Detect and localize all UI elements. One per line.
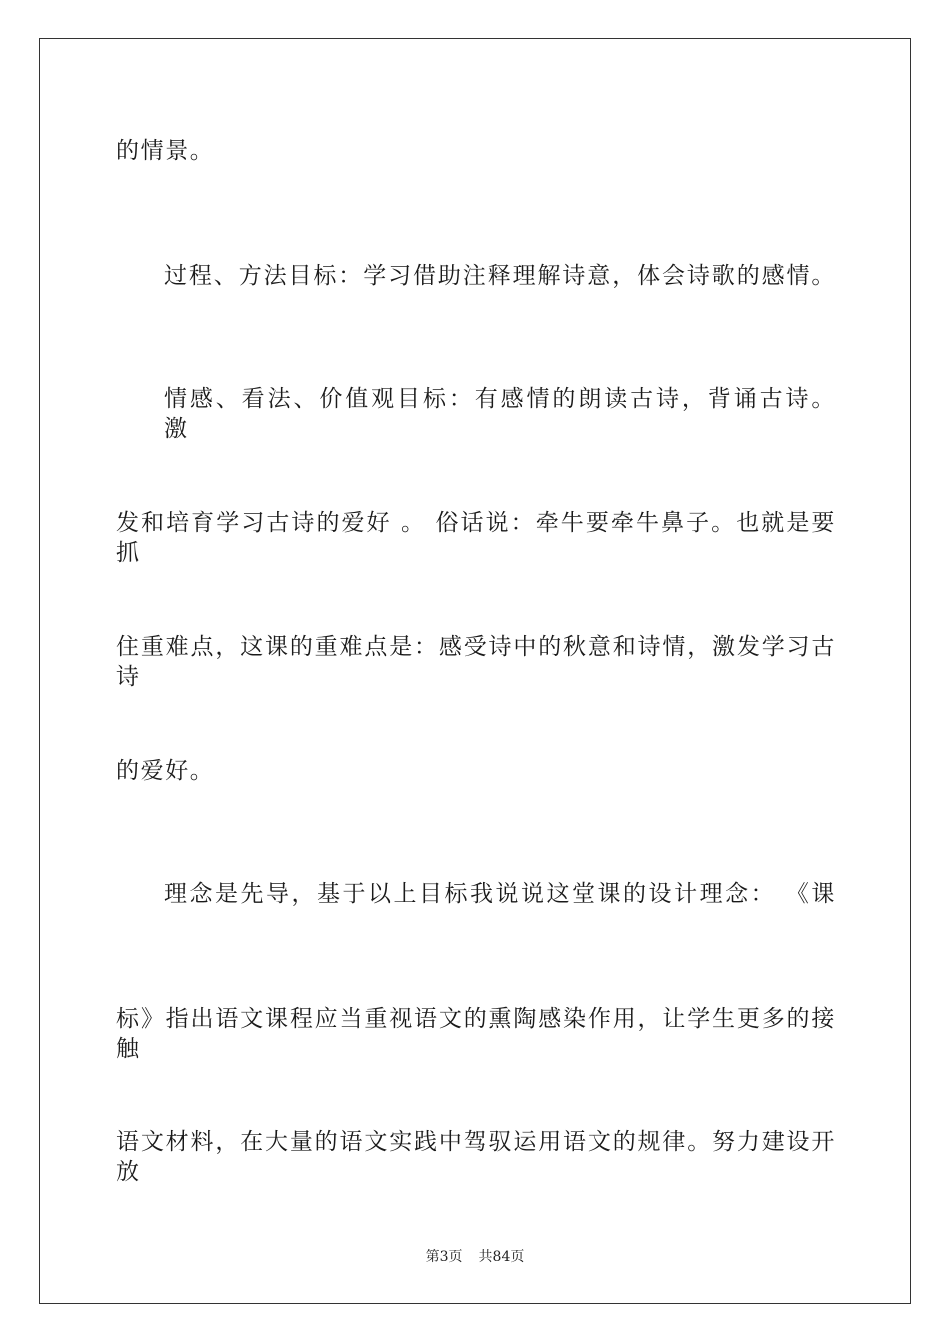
page-total: 共84页 xyxy=(478,1249,525,1265)
text-line: 情感、看法、价值观目标：有感情的朗读古诗，背诵古诗。 激 xyxy=(164,386,836,442)
text-line: 标》指出语文课程应当重视语文的熏陶感染作用，让学生更多的接触 xyxy=(116,1006,836,1062)
text-line: 发和培育学习古诗的爱好 。 俗话说：牵牛要牵牛鼻子。也就是要抓 xyxy=(116,510,836,566)
page-frame xyxy=(39,38,911,1304)
text-line: 的情景。 xyxy=(116,138,215,164)
page-footer xyxy=(0,1248,950,1266)
text-line: 的爱好。 xyxy=(116,758,215,784)
text-line: 住重难点，这课的重难点是：感受诗中的秋意和诗情，激发学习古诗 xyxy=(116,634,836,690)
page-number: 第3页 xyxy=(425,1249,463,1265)
text-line: 理念是先导，基于以上目标我说说这堂课的设计理念： 《课 xyxy=(164,881,836,907)
text-line: 过程、方法目标：学习借助注释理解诗意，体会诗歌的感情。 xyxy=(164,263,836,289)
text-line: 语文材料，在大量的语文实践中驾驭运用语文的规律。努力建设开放 xyxy=(116,1129,836,1185)
